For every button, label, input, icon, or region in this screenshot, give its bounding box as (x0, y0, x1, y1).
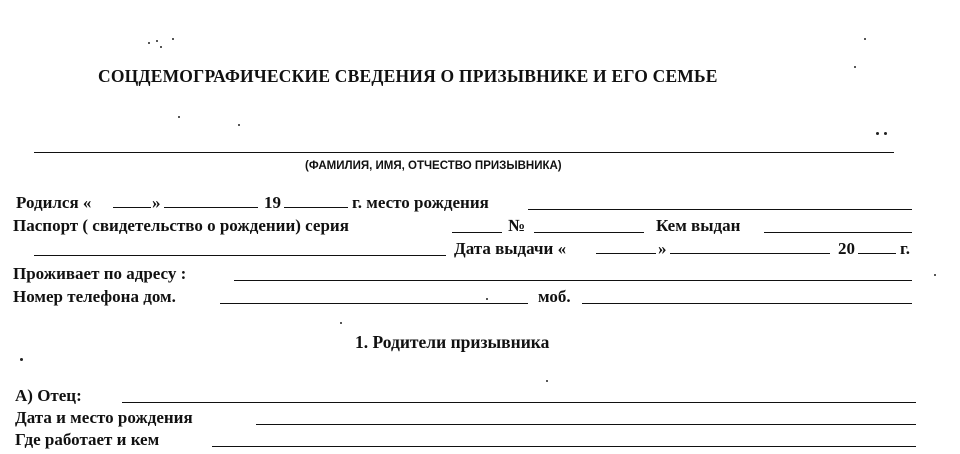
issue-year-field[interactable] (858, 253, 896, 254)
passport-series-field[interactable] (452, 232, 502, 233)
father-name-field[interactable] (122, 402, 916, 403)
scan-speck (238, 124, 240, 126)
scan-speck (884, 132, 887, 135)
scan-speck (546, 380, 548, 382)
scan-speck (854, 66, 856, 68)
issue-date-label: Дата выдачи « (454, 239, 567, 258)
issue-year-prefix: 20 (838, 239, 855, 258)
section-parents-heading: 1. Родители призывника (355, 332, 550, 352)
passport-label: Паспорт ( свидетельство о рождении) серия (13, 216, 349, 235)
issue-date-row (16, 239, 916, 259)
birth-row (16, 193, 916, 213)
scan-speck (20, 358, 23, 361)
father-birth-label: Дата и место рождения (15, 408, 193, 427)
passport-row (13, 216, 916, 236)
birth-year-prefix: 19 (264, 193, 281, 212)
birth-year-field[interactable] (284, 207, 348, 208)
scan-speck (876, 132, 879, 135)
home-phone-label: Номер телефона дом. (13, 287, 176, 306)
scan-speck (486, 298, 488, 300)
full-name-field[interactable] (34, 152, 894, 153)
issued-by-label: Кем выдан (656, 216, 741, 235)
form-title: СОЦДЕМОГРАФИЧЕСКИЕ СВЕДЕНИЯ О ПРИЗЫВНИКЕ И ЕГО СЕМЬЕ (98, 66, 718, 86)
full-name-caption: (ФАМИЛИЯ, ИМЯ, ОТЧЕСТВО ПРИЗЫВНИКА) (305, 160, 562, 172)
father-row (16, 386, 916, 406)
scan-speck (178, 116, 180, 118)
scan-speck (934, 274, 936, 276)
issue-quote-close: » (658, 239, 667, 258)
mobile-phone-field[interactable] (582, 303, 912, 304)
father-label: А) Отец: (15, 386, 82, 405)
passport-number-label: № (508, 216, 526, 235)
issue-day-field[interactable] (596, 253, 656, 254)
birth-day-field[interactable] (113, 207, 151, 208)
scan-speck (340, 322, 342, 324)
passport-number-field[interactable] (534, 232, 644, 233)
birthplace-field[interactable] (528, 209, 912, 210)
issued-by-continuation-field[interactable] (34, 255, 446, 256)
father-birth-row (16, 408, 916, 428)
born-label: Родился « (16, 193, 92, 212)
birthplace-label: г. место рождения (352, 193, 489, 212)
scan-speck (864, 38, 866, 40)
issue-month-field[interactable] (670, 253, 830, 254)
father-work-label: Где работает и кем (15, 430, 160, 449)
birth-month-field[interactable] (164, 207, 258, 208)
issued-by-field[interactable] (764, 232, 912, 233)
mobile-phone-label: моб. (538, 287, 571, 306)
home-phone-field[interactable] (220, 303, 528, 304)
scan-speck (148, 42, 150, 44)
father-birth-field[interactable] (256, 424, 916, 425)
scan-speck (172, 38, 174, 40)
father-work-field[interactable] (212, 446, 916, 447)
issue-year-suffix: г. (900, 239, 911, 258)
phone-row (13, 287, 916, 307)
father-work-row (16, 430, 916, 450)
scan-speck (156, 40, 158, 42)
birth-quote-close: » (152, 193, 161, 212)
address-label: Проживает по адресу : (13, 264, 187, 283)
address-row (13, 264, 916, 284)
scan-speck (160, 46, 162, 48)
address-field[interactable] (234, 280, 912, 281)
